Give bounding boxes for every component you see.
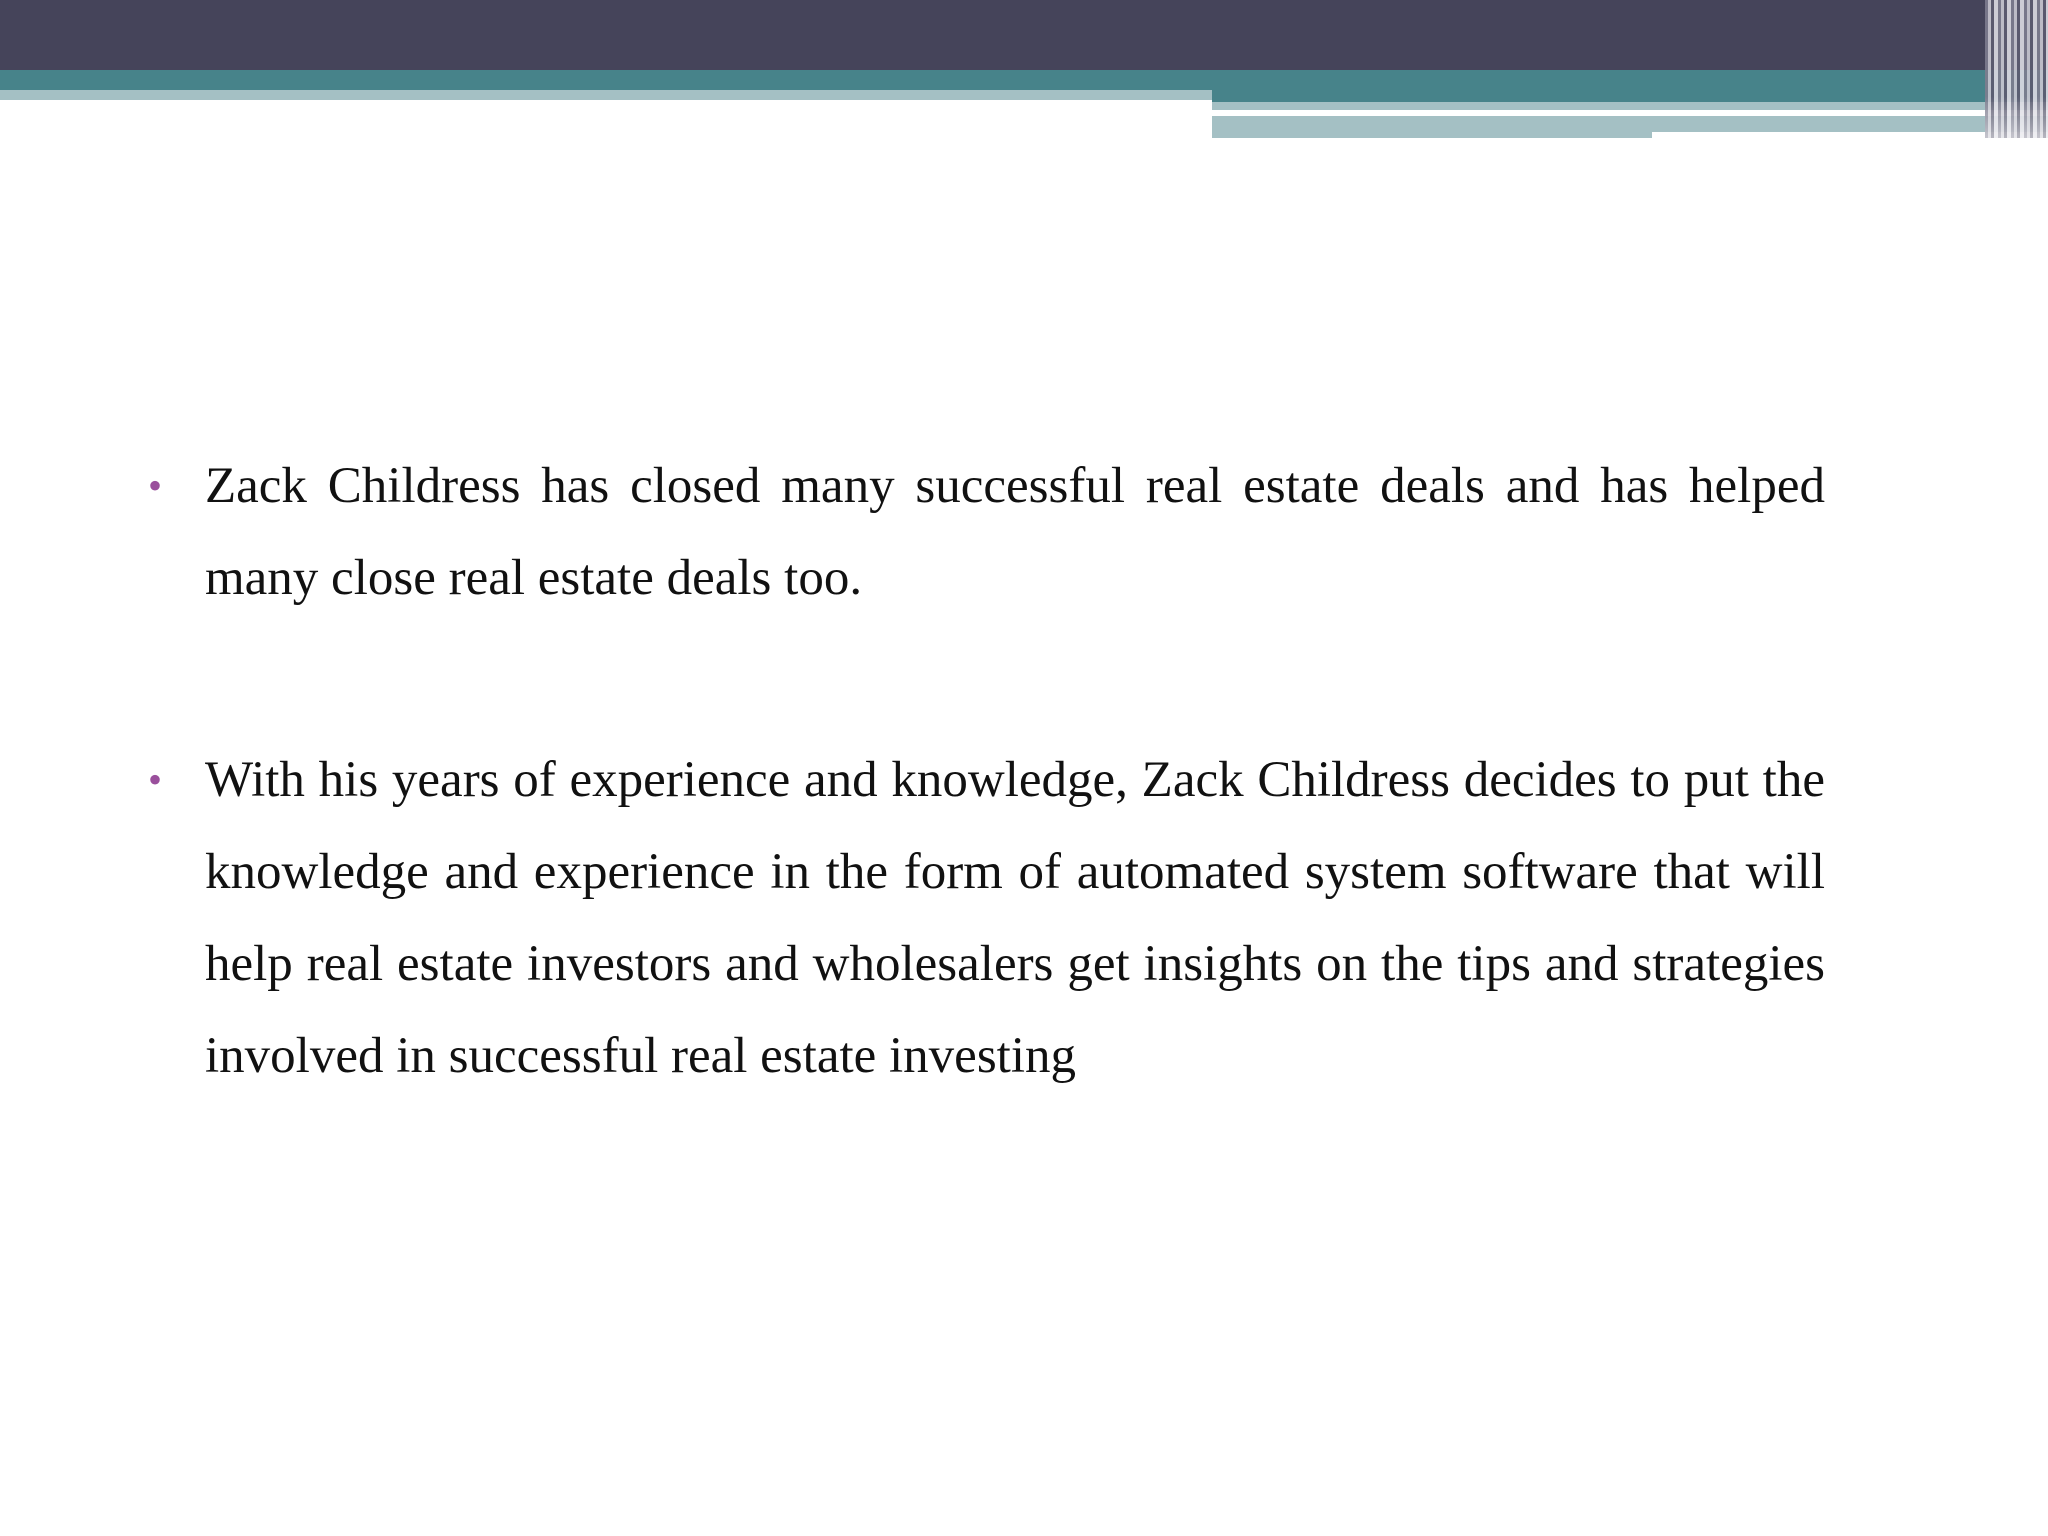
bullet-text: With his years of experience and knowledge, Zack Childress decides to put the knowledge and experience in the form of automated system software that will help real estate investors and wholesalers get insights on the tips and strategies involved in successful real estate investing: [205, 752, 1825, 1084]
bullet-item: [140, 734, 1825, 1102]
bullet-list: [140, 440, 1825, 1102]
header-stripes-fade: [1985, 0, 2048, 138]
header-light-band-left: [0, 90, 1212, 100]
bullet-item: [140, 440, 1825, 624]
bullet-dot-icon: •: [148, 757, 163, 802]
bullet-text: Zack Childress has closed many successful real estate deals and has helped many close real estate deals too.: [205, 458, 1825, 606]
header-light-block: [1212, 116, 1652, 138]
bullet-dot-icon: •: [148, 463, 163, 508]
header-teal-band-right: [1212, 90, 2048, 102]
header-dark-band: [0, 0, 2048, 70]
header-light-band-right: [1212, 102, 2048, 110]
header-teal-band: [0, 70, 2048, 90]
